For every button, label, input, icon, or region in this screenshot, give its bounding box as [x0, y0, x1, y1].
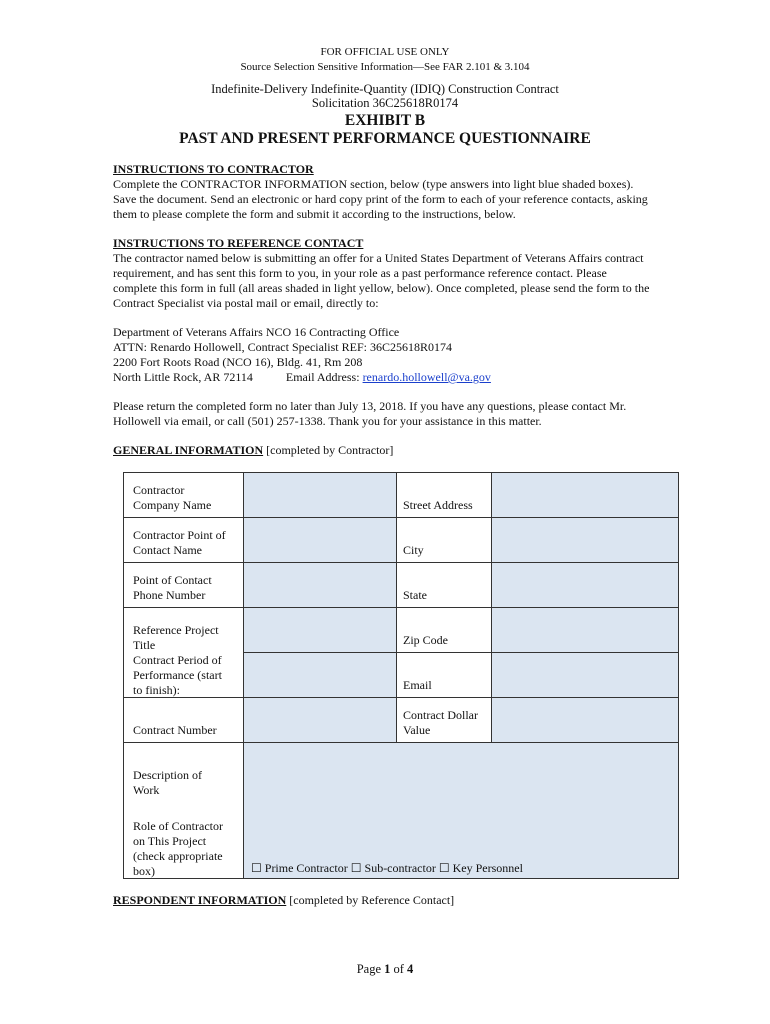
label-contract-dollar-value: Contract Dollar Value — [403, 708, 478, 737]
general-info-heading: GENERAL INFORMATION — [113, 443, 264, 457]
label-city: City — [403, 543, 424, 557]
label-email: Email — [403, 678, 432, 692]
instruction-line: complete this form in full (all areas shaded in light yellow, below). Once completed, please send the form to the — [113, 281, 650, 295]
exhibit-label: EXHIBIT B — [344, 112, 426, 129]
label-description: Description of Work — [133, 768, 202, 797]
label-role: Role of Contractor on This Project (check appropriate box) — [133, 819, 223, 878]
page-title: PAST AND PRESENT PERFORMANCE QUESTIONNAIRE — [179, 130, 591, 147]
email-label: Email Address: — [285, 370, 360, 384]
label-street-address: Street Address — [403, 498, 473, 512]
contractor-instructions-heading: INSTRUCTIONS TO CONTRACTOR — [113, 162, 314, 176]
deadline-line: Please return the completed form no later than July 13, 2018. If you have any questions, please contact Mr. — [113, 399, 627, 413]
label-project-title: Reference Project Title — [133, 623, 219, 652]
respondent-info-heading: RESPONDENT INFORMATION — [113, 893, 287, 907]
key-personnel-label: Key Personnel — [452, 861, 523, 875]
prime-contractor-checkbox[interactable]: ☐ — [251, 861, 262, 875]
instruction-line: The contractor named below is submitting an offer for a United States Department of Veterans Affairs contract — [113, 251, 644, 265]
prime-contractor-label: Prime Contractor — [264, 861, 348, 875]
address-line: ATTN: Renardo Hollowell, Contract Specialist REF: 36C25618R0174 — [113, 340, 452, 354]
official-use-banner: FOR OFFICIAL USE ONLY — [320, 46, 450, 58]
instruction-line: them to please complete the form and submit it according to the instructions, below. — [113, 207, 516, 221]
contract-type: Indefinite-Delivery Indefinite-Quantity (IDIQ) Construction Contract — [211, 82, 559, 96]
contractor-instructions — [113, 162, 683, 222]
deadline-line: Hollowell via email, or call (501) 257-1338. Thank you for your assistance in this matter. — [113, 414, 542, 428]
sensitivity-notice: Source Selection Sensitive Information—See FAR 2.101 & 3.104 — [240, 61, 530, 73]
label-poc-name: Contractor Point of Contact Name — [133, 528, 226, 557]
current-page: 1 — [384, 962, 391, 976]
reference-instructions — [113, 236, 683, 311]
instruction-line: Complete the CONTRACTOR INFORMATION section, below (type answers into light blue shaded boxes). — [113, 177, 634, 191]
label-contract-number: Contract Number — [133, 723, 217, 737]
instruction-line: requirement, and has sent this form to you, in your role as a past performance reference contact. Please — [113, 266, 607, 280]
address-city: North Little Rock, AR 72114 — [113, 370, 253, 384]
total-pages: 4 — [407, 962, 414, 976]
label-state: State — [403, 588, 427, 602]
label-contract-period: Contract Period of Performance (start to finish): — [133, 653, 222, 697]
email-link[interactable]: renardo.hollowell@va.gov — [362, 370, 491, 384]
instruction-line: Save the document. Send an electronic or hard copy print of the form to each of your reference contacts, asking — [113, 192, 648, 206]
general-info-note: [completed by Contractor] — [266, 443, 394, 457]
address-city-email-row — [113, 370, 683, 385]
role-options — [251, 861, 523, 876]
key-personnel-checkbox[interactable]: ☐ — [438, 861, 450, 875]
deadline-paragraph — [113, 399, 683, 429]
address-line: 2200 Fort Roots Road (NCO 16), Bldg. 41, Rm 208 — [113, 355, 363, 369]
mailing-address — [113, 325, 683, 385]
sub-contractor-checkbox[interactable]: ☐ — [350, 861, 362, 875]
address-line: Department of Veterans Affairs NCO 16 Contracting Office — [113, 325, 400, 339]
label-poc-phone: Point of Contact Phone Number — [133, 573, 212, 602]
page-number: Page 1 of 4 — [356, 962, 414, 976]
respondent-info-note: [completed by Reference Contact] — [289, 893, 455, 907]
respondent-info-section — [113, 893, 683, 908]
contractor-info-table — [123, 472, 679, 879]
sub-contractor-label: Sub-contractor — [364, 861, 436, 875]
solicitation-number: Solicitation 36C25618R0174 — [311, 96, 459, 110]
reference-instructions-heading: INSTRUCTIONS TO REFERENCE CONTACT — [113, 236, 364, 250]
general-info-section — [113, 443, 683, 458]
label-company-name: Contractor Company Name — [133, 483, 212, 512]
label-zip-code: Zip Code — [403, 633, 448, 647]
input-description-role[interactable] — [243, 742, 679, 879]
instruction-line: Contract Specialist via postal mail or email, directly to: — [113, 296, 379, 310]
